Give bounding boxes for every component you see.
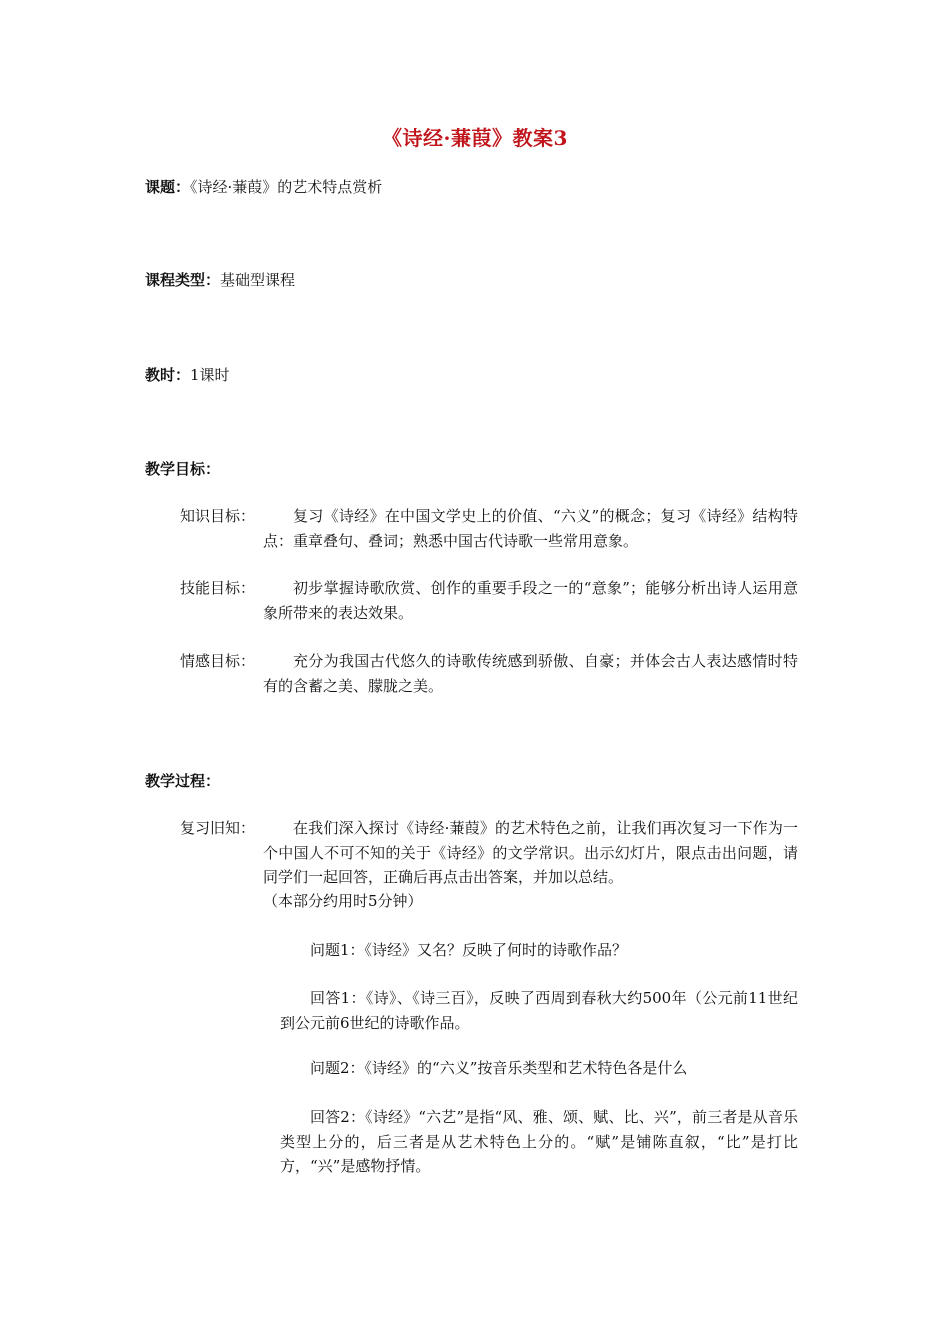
emotion-goal-text: 充分为我国古代悠久的诗歌传统感到骄傲、自豪；并体会古人表达感情时特有的含蓄之美、朦胧之美。 (263, 652, 798, 695)
question-2: 问题2：《诗经》的“六义”按音乐类型和艺术特色各是什么 (310, 1059, 688, 1077)
skill-goal-text: 初步掌握诗歌欣赏、创作的重要手段之一的“意象”；能够分析出诗人运用意象所带来的表达效果。 (263, 579, 798, 622)
emotion-goal-label: 情感目标： (180, 652, 256, 670)
topic-value: 《诗经·蒹葭》的艺术特点赏析 (190, 178, 383, 196)
topic-row (145, 175, 382, 199)
document-title: 《诗经·蒹葭》教案3 (382, 126, 568, 150)
hours-row (145, 363, 230, 387)
course-type-value: 基础型课程 (220, 271, 296, 289)
topic-label: 课题： (145, 178, 191, 196)
process-heading: 教学过程： (145, 772, 221, 790)
course-type-label: 课程类型： (145, 271, 221, 289)
knowledge-goal-label: 知识目标： (180, 507, 256, 525)
hours-value: 1课时 (190, 366, 230, 384)
answer-2: 回答2：《诗经》“六艺”是指“风、雅、颂、赋、比、兴”，前三者是从音乐类型上分的，后三者是从艺术特色上分的。“赋”是铺陈直叙，“比”是打比方，“兴”是感物抒情。 (280, 1108, 798, 1175)
skill-goal-label: 技能目标： (180, 579, 256, 597)
goals-heading: 教学目标： (145, 460, 221, 478)
hours-label: 教时： (145, 366, 191, 384)
review-label: 复习旧知： (180, 819, 256, 837)
knowledge-goal-text: 复习《诗经》在中国文学史上的价值、“六义”的概念；复习《诗经》结构特点：重章叠句、叠词；熟悉中国古代诗歌一些常用意象。 (263, 507, 798, 550)
answer-1: 回答1：《诗》、《诗三百》，反映了西周到春秋大约500年（公元前11世纪到公元前6世纪的诗歌作品。 (280, 989, 798, 1032)
review-text: 在我们深入探讨《诗经·蒹葭》的艺术特色之前，让我们再次复习一下作为一个中国人不可不知的关于《诗经》的文学常识。出示幻灯片，限点击出问题，请同学们一起回答，正确后再点击出答案，并加以总结。 (263, 819, 798, 886)
question-1: 问题1：《诗经》又名？反映了何时的诗歌作品？ (310, 941, 628, 959)
course-type-row (145, 268, 295, 292)
review-time-note: （本部分约用时5分钟） (263, 892, 423, 910)
